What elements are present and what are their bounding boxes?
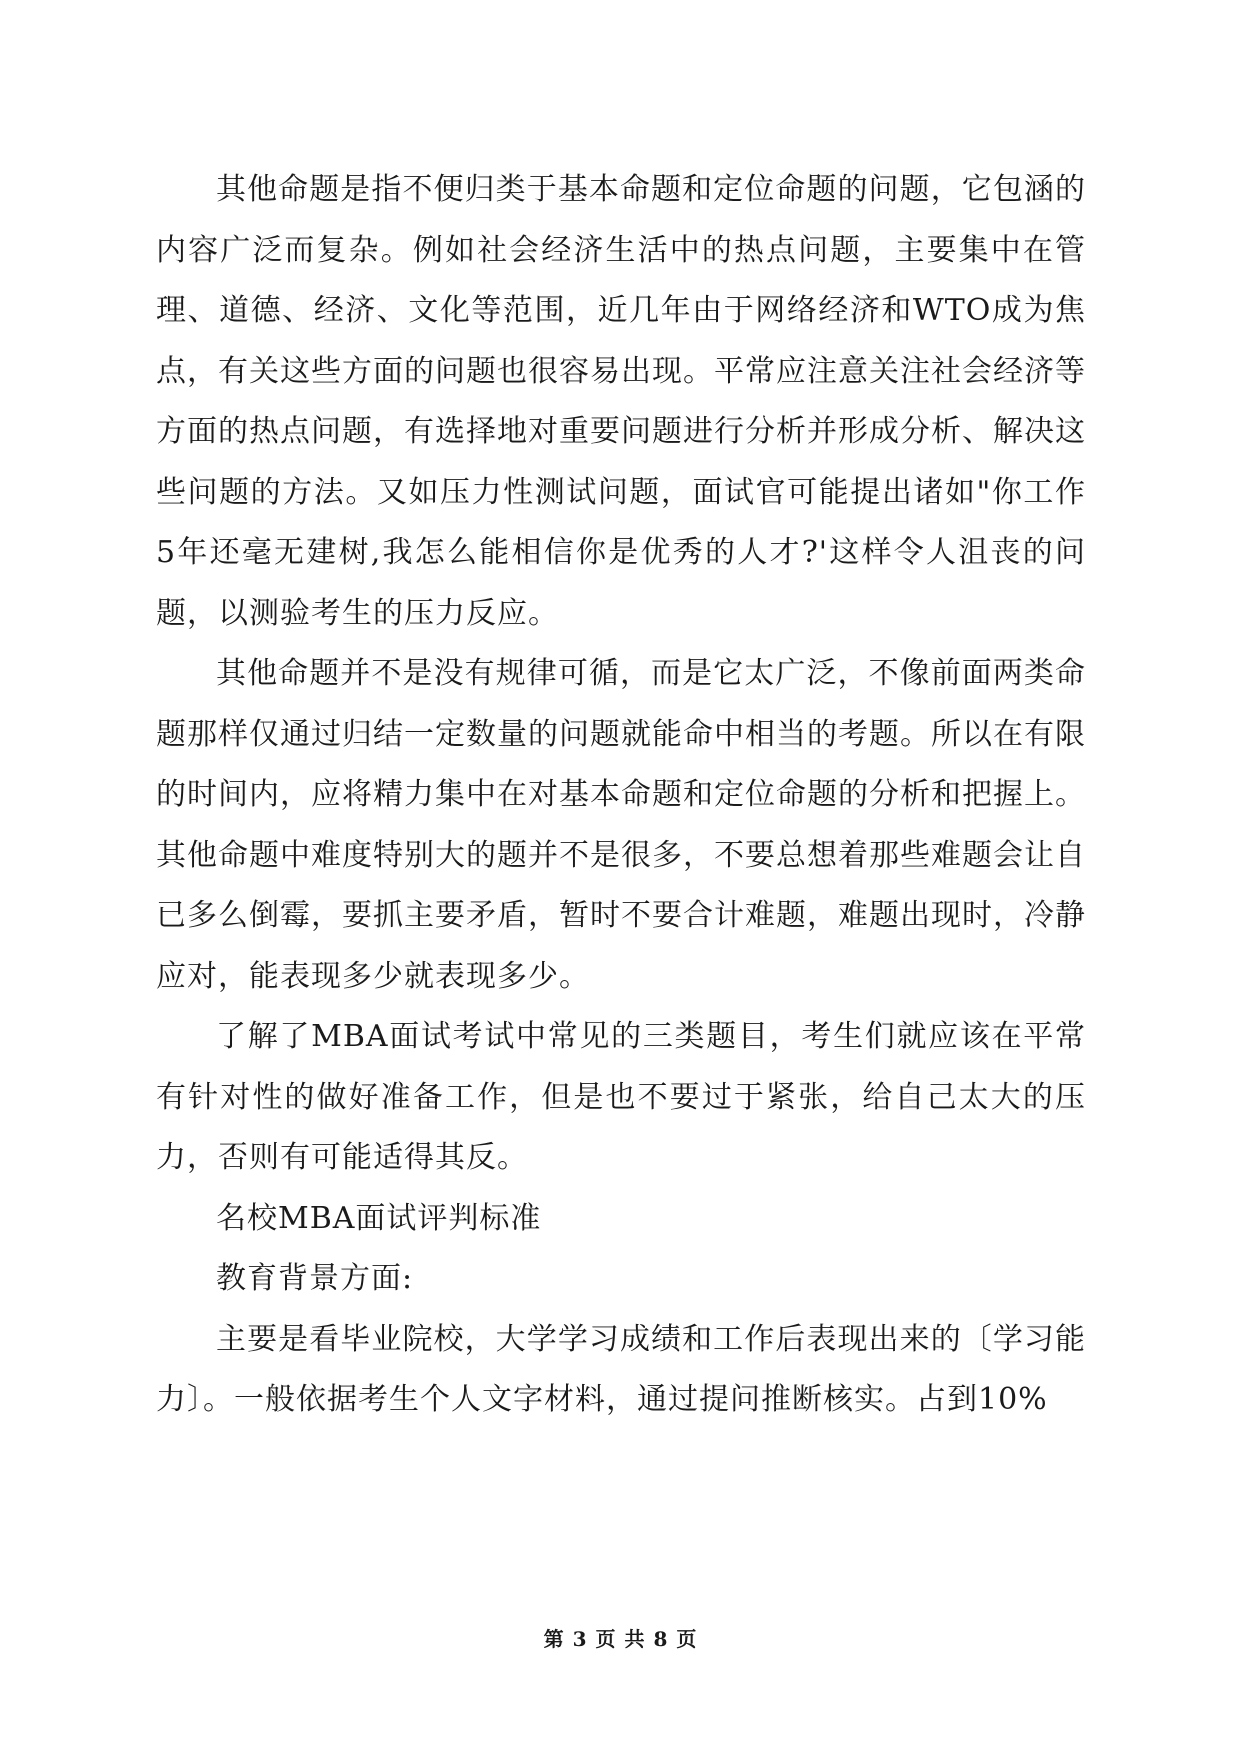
document-body — [156, 160, 1086, 1431]
page-number-footer: 第 3 页 共 8 页 — [543, 1627, 698, 1651]
paragraph-education-background: 主要是看毕业院校，大学学习成绩和工作后表现出来的〔学习能力〕。一般依据考生个人文字材料，通过提问推断核实。占到10% — [156, 1321, 1086, 1417]
paragraph-other-questions-strategy: 其他命题并不是没有规律可循，而是它太广泛，不像前面两类命题那样仅通过归结一定数量的问题就能命中相当的考题。所以在有限的时间内，应将精力集中在对基本命题和定位命题的分析和把握上。其他命题中难度特别大的题并不是很多，不要总想着那些难题会让自已多么倒霉，要抓主要矛盾，暂时不要合计难题，难题出现时，冷静应对，能表现多少就表现多少。 — [156, 656, 1086, 994]
subheading-education-background: 教育背景方面: — [216, 1261, 414, 1296]
paragraph-other-questions: 其他命题是指不便归类于基本命题和定位命题的问题，它包涵的内容广泛而复杂。例如社会经济生活中的热点问题，主要集中在管理、道德、经济、文化等范围，近几年由于网络经济和WTO成为焦点，有关这些方面的问题也很容易出现。平常应注意关注社会经济等方面的热点问题，有选择地对重要问题进行分析并形成分析、解决这些问题的方法。又如压力性测试问题，面试官可能提出诸如"你工作5年还毫无建树,我怎么能相信你是优秀的人才?'这样令人沮丧的问题，以测验考生的压力反应。 — [156, 172, 1086, 631]
section-heading-evaluation-criteria: 名校MBA面试评判标准 — [216, 1200, 542, 1236]
paragraph-preparation-advice: 了解了MBA面试考试中常见的三类题目，考生们就应该在平常有针对性的做好准备工作，但是也不要过于紧张，给自己太大的压力，否则有可能适得其反。 — [156, 1019, 1086, 1175]
